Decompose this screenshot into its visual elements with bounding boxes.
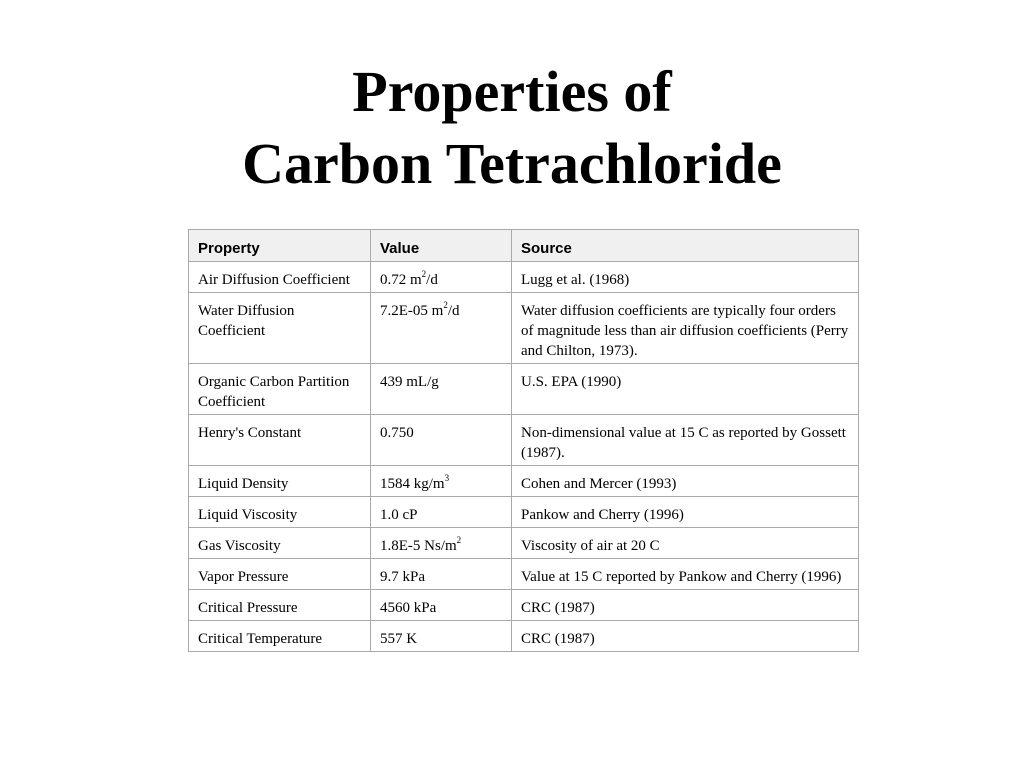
value-text: 0.750 bbox=[380, 425, 414, 441]
source-cell: Water diffusion coefficients are typically four orders of magnitude less than air diffusion coefficients (Perry and Chilton, 1973). bbox=[512, 293, 859, 364]
page-title bbox=[0, 56, 1024, 200]
value-suffix: /d bbox=[447, 303, 460, 319]
property-cell: Critical Pressure bbox=[189, 590, 371, 621]
property-cell: Air Diffusion Coefficient bbox=[189, 262, 371, 293]
value-cell bbox=[371, 497, 512, 528]
value-text: 7.2E-05 m bbox=[380, 303, 444, 319]
table-header-row bbox=[189, 230, 859, 262]
property-cell: Liquid Viscosity bbox=[189, 497, 371, 528]
header-source: Source bbox=[512, 230, 859, 262]
table-body bbox=[189, 262, 859, 652]
value-text: 4560 kPa bbox=[380, 600, 437, 616]
value-text: 0.72 m bbox=[380, 272, 422, 288]
value-suffix: /d bbox=[426, 272, 438, 288]
header-value: Value bbox=[371, 230, 512, 262]
value-cell bbox=[371, 293, 512, 364]
value-text: 9.7 kPa bbox=[380, 569, 425, 585]
table-row bbox=[189, 415, 859, 466]
table-row bbox=[189, 466, 859, 497]
table-row bbox=[189, 528, 859, 559]
value-superscript: 2 bbox=[421, 269, 427, 279]
table-row bbox=[189, 497, 859, 528]
property-cell: Organic Carbon Partition Coefficient bbox=[189, 364, 371, 415]
value-cell bbox=[371, 466, 512, 497]
table-row bbox=[189, 559, 859, 590]
value-text: 557 K bbox=[380, 631, 418, 647]
source-cell: Non-dimensional value at 15 C as reported by Gossett (1987). bbox=[512, 415, 859, 466]
table-row bbox=[189, 621, 859, 652]
value-text: 1.8E-5 Ns/m bbox=[380, 538, 457, 554]
value-cell bbox=[371, 262, 512, 293]
page-title-line-2: Carbon Tetrachloride bbox=[242, 131, 782, 196]
properties-table bbox=[188, 229, 859, 652]
header-property: Property bbox=[189, 230, 371, 262]
value-cell bbox=[371, 590, 512, 621]
source-cell: CRC (1987) bbox=[512, 590, 859, 621]
property-cell: Gas Viscosity bbox=[189, 528, 371, 559]
source-cell: Lugg et al. (1968) bbox=[512, 262, 859, 293]
value-text: 1584 kg/m bbox=[380, 476, 445, 492]
source-cell: U.S. EPA (1990) bbox=[512, 364, 859, 415]
property-cell: Liquid Density bbox=[189, 466, 371, 497]
value-superscript: 3 bbox=[444, 473, 450, 483]
property-cell: Critical Temperature bbox=[189, 621, 371, 652]
value-superscript: 2 bbox=[456, 535, 462, 545]
table-row bbox=[189, 293, 859, 364]
value-cell bbox=[371, 559, 512, 590]
source-cell: Pankow and Cherry (1996) bbox=[512, 497, 859, 528]
source-cell: CRC (1987) bbox=[512, 621, 859, 652]
value-text: 439 mL/g bbox=[380, 374, 439, 390]
value-cell bbox=[371, 364, 512, 415]
page-title-line-1: Properties of bbox=[352, 59, 672, 124]
value-cell bbox=[371, 415, 512, 466]
property-cell: Vapor Pressure bbox=[189, 559, 371, 590]
table-row bbox=[189, 364, 859, 415]
value-superscript: 2 bbox=[443, 300, 448, 310]
value-cell bbox=[371, 621, 512, 652]
property-cell: Henry's Constant bbox=[189, 415, 371, 466]
value-cell bbox=[371, 528, 512, 559]
source-cell: Viscosity of air at 20 C bbox=[512, 528, 859, 559]
table-row bbox=[189, 262, 859, 293]
table-row bbox=[189, 590, 859, 621]
property-cell: Water Diffusion Coefficient bbox=[189, 293, 371, 364]
source-cell: Value at 15 C reported by Pankow and Cherry (1996) bbox=[512, 559, 859, 590]
value-text: 1.0 cP bbox=[380, 507, 418, 523]
source-cell: Cohen and Mercer (1993) bbox=[512, 466, 859, 497]
